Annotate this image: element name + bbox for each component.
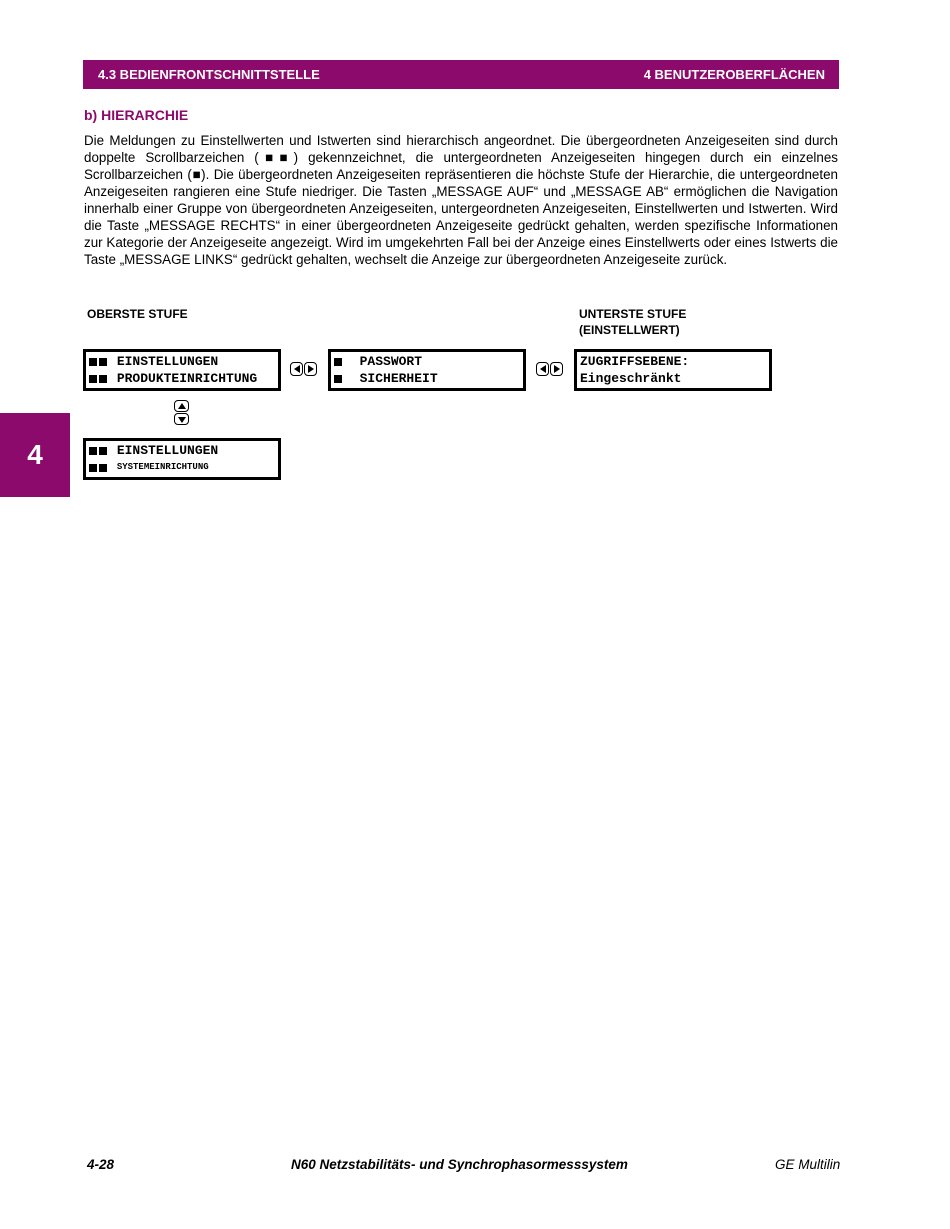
scroll-mark-icon — [89, 464, 97, 472]
right-arrow-icon — [550, 362, 563, 376]
scroll-mark-icon — [334, 375, 342, 383]
footer-brand: GE Multilin — [775, 1157, 841, 1172]
page-header-bar — [83, 60, 839, 89]
scroll-mark-icon — [99, 447, 107, 455]
up-arrow-icon — [174, 400, 189, 412]
diagram-label-bottom-line2: (EINSTELLWERT) — [579, 323, 680, 337]
box3-line2: Eingeschränkt — [580, 371, 682, 386]
up-down-keys — [174, 400, 189, 425]
left-right-keys-1 — [290, 362, 317, 376]
chapter-number: 4 — [27, 439, 43, 470]
display-box-settings-product — [83, 349, 281, 391]
header-chapter-label: 4 BENUTZEROBERFLÄCHEN — [643, 67, 825, 82]
scroll-mark-icon — [89, 375, 97, 383]
display-box-access-level — [574, 349, 772, 391]
diagram-label-bottom-line1: UNTERSTE STUFE — [579, 307, 687, 321]
chapter-tab — [0, 413, 70, 497]
box4-line2: SYSTEMEINRICHTUNG — [116, 462, 209, 472]
section-title: b) HIERARCHIE — [84, 107, 189, 123]
box1-line1: EINSTELLUNGEN — [116, 354, 219, 369]
left-arrow-icon — [290, 362, 303, 376]
box1-line2: PRODUKTEINRICHTUNG — [116, 371, 258, 386]
scroll-mark-icon — [89, 358, 97, 366]
display-box-settings-system — [83, 438, 281, 480]
box3-line1: ZUGRIFFSEBENE: — [580, 354, 690, 369]
box2-line1: PASSWORT — [359, 354, 423, 369]
footer-page-number: 4-28 — [87, 1157, 115, 1172]
body-paragraph: Die Meldungen zu Einstellwerten und Istwerten sind hierarchisch angeordnet. Die übergeordneten Anzeigeseiten sind durch doppelte Scrollbarzeichen (■■) gekennzeichnet, die untergeordneten Anzeigeseiten hingegen durch ein einzelnes Scrollbarzeichen (■). Die übergeordneten Anzeigeseiten repräsentieren die höchste Stufe der Hierarchie, die untergeordneten Anzeigeseiten rangieren eine Stufe niedriger. Die Tasten „MESSAGE AUF“ und „MESSAGE AB“ ermöglichen die Navigation innerhalb einer Gruppe von übergeordneten Anzeigeseiten, untergeordneten Anzeigeseiten, Einstellwerten und Istwerten. Wird die Taste „MESSAGE RECHTS“ in einer übergeordneten Anzeigeseite gedrückt gehalten, werden spezifische Informationen zur Kategorie der Anzeigeseite angezeigt. Wird im umgekehrten Fall bei der Anzeige eines Einstellwerts oder eines Istwerts die Taste „MESSAGE LINKS“ gedrückt gehalten, wechselt die Anzeige zur übergeordneten Anzeigeseite zurück. — [84, 133, 838, 267]
diagram-label-bottom-level — [579, 306, 686, 338]
footer-document-title: N60 Netzstabilitäts- und Synchrophasormesssystem — [291, 1157, 628, 1172]
scroll-mark-icon — [89, 447, 97, 455]
right-arrow-icon — [304, 362, 317, 376]
header-section-label: 4.3 BEDIENFRONTSCHNITTSTELLE — [98, 67, 320, 82]
left-right-keys-2 — [536, 362, 563, 376]
scroll-mark-icon — [99, 464, 107, 472]
left-arrow-icon — [536, 362, 549, 376]
scroll-mark-icon — [334, 358, 342, 366]
down-arrow-icon — [174, 413, 189, 425]
box4-line1: EINSTELLUNGEN — [116, 443, 219, 458]
display-box-password-security — [328, 349, 526, 391]
scroll-mark-icon — [99, 358, 107, 366]
box2-line2: SICHERHEIT — [359, 371, 438, 386]
scroll-mark-icon — [99, 375, 107, 383]
diagram-label-top-level: OBERSTE STUFE — [87, 307, 188, 321]
